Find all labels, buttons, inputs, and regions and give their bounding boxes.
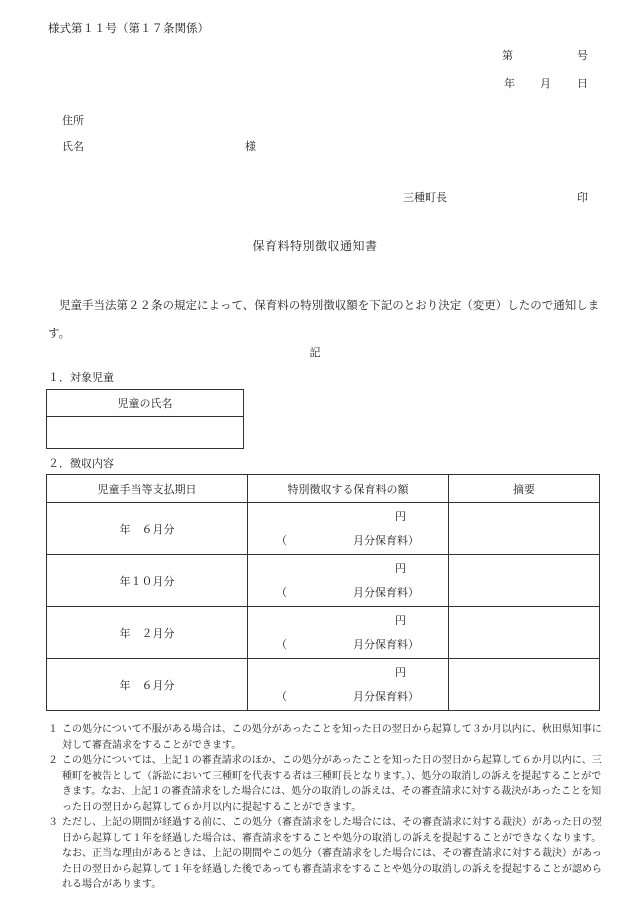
col-remarks: 摘要 <box>449 475 600 503</box>
amount-cell <box>248 659 449 711</box>
yen-unit: 円 <box>395 666 406 679</box>
section1-heading: １．対象児童 <box>48 371 114 384</box>
col-amount: 特別徴収する保育料の額 <box>248 475 449 503</box>
table-row <box>47 659 600 711</box>
date-label-year: 年 <box>504 77 515 90</box>
section2-heading: ２．徴収内容 <box>48 457 114 470</box>
yen-unit: 円 <box>395 510 406 523</box>
note-item <box>48 722 604 753</box>
child-name-header: 児童の氏名 <box>47 390 244 417</box>
open-paren: （ <box>276 690 287 703</box>
table-row <box>47 503 600 555</box>
note-text: ただし、上記の期間が経過する前に、この処分（審査請求をした場合には、その審査請求に対する裁決）があった日の翌日から起算して１年を経過した場合は、審査請求をすることや処分の取消しの訴えを提起することができなくなります。なお、正当な理由があるときは、上記の期間やこの処分（審査請求をした場合には、その審査請求に対する裁決）があった日の翌日から起算して１年を経過した後であっても審査請求をすることや処分の取消しの訴えを提起することが認められる場合があります。 <box>62 817 602 890</box>
open-paren: （ <box>276 638 287 651</box>
yen-unit: 円 <box>395 614 406 627</box>
amount-cell <box>248 503 449 555</box>
remarks-cell <box>449 555 600 607</box>
amount-cell <box>248 607 449 659</box>
target-child-table <box>46 389 244 449</box>
seal-mark: 印 <box>577 191 588 204</box>
date-label-day: 日 <box>577 77 588 90</box>
note-text: この処分については、上記１の審査請求のほか、この処分があったことを知った日の翌日から起算して６か月以内に、三種町を被告として（訴訟において三種町を代表する者は三種町長となります。）、処分の取消しの訴えを提起することができます。なお、上記１の審査請求をした場合には、処分の取消しの訴えは、その審査請求に対する裁決があったことを知った日の翌日から起算して６か月以内に提起することができます。 <box>62 755 602 813</box>
note-number: ３ <box>48 817 58 828</box>
note-item <box>48 753 604 815</box>
form-number: 様式第１１号（第１７条関係） <box>48 21 209 35</box>
remarks-cell <box>449 607 600 659</box>
month-fee-label: 月分保育料） <box>353 534 419 547</box>
ki-mark: 記 <box>309 346 321 359</box>
table-row <box>47 607 600 659</box>
remarks-cell <box>449 659 600 711</box>
note-text: この処分について不服がある場合は、この処分があったことを知った日の翌日から起算して３か月以内に、秋田県知事に対して審査請求をすることができます。 <box>62 724 602 751</box>
document-title: 保育料特別徴収通知書 <box>252 239 378 253</box>
number-label-dai: 第 <box>502 49 513 62</box>
body-text: 児童手当法第２２条の規定によって、保育料の特別徴収額を下記のとおり決定（変更）したので通知します。 <box>48 298 600 340</box>
period-cell: 年 ２月分 <box>47 607 248 659</box>
date-label-month: 月 <box>540 77 551 90</box>
collection-table <box>46 474 600 711</box>
issuer-name: 三種町長 <box>403 191 447 204</box>
period-cell: 年 ６月分 <box>47 503 248 555</box>
number-label-go: 号 <box>577 49 588 62</box>
yen-unit: 円 <box>395 562 406 575</box>
honorific: 様 <box>245 140 256 153</box>
open-paren: （ <box>276 586 287 599</box>
notes-block <box>48 722 604 893</box>
month-fee-label: 月分保育料） <box>353 586 419 599</box>
note-number: １ <box>48 724 58 735</box>
note-number: ２ <box>48 755 58 766</box>
address-label: 住所 <box>62 114 84 127</box>
month-fee-label: 月分保育料） <box>353 690 419 703</box>
table-row <box>47 555 600 607</box>
child-name-cell <box>47 417 244 449</box>
amount-cell <box>248 555 449 607</box>
period-cell: 年１０月分 <box>47 555 248 607</box>
col-payment-date: 児童手当等支払期日 <box>47 475 248 503</box>
month-fee-label: 月分保育料） <box>353 638 419 651</box>
open-paren: （ <box>276 534 287 547</box>
remarks-cell <box>449 503 600 555</box>
name-label: 氏名 <box>62 140 84 153</box>
note-item <box>48 815 604 893</box>
period-cell: 年 ６月分 <box>47 659 248 711</box>
